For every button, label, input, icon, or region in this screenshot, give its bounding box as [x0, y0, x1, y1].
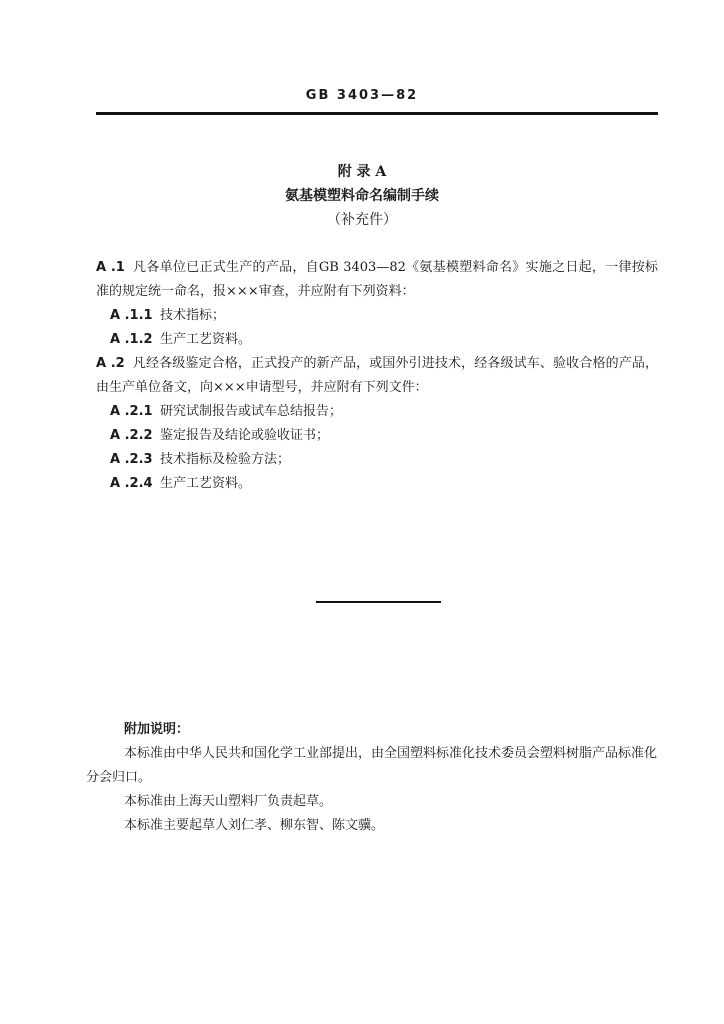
appendix-name: 氨基模塑料命名编制手续 [285, 188, 439, 204]
appendix-title: 附 录 A [337, 164, 387, 180]
appendix-note: （补充件） [327, 212, 397, 228]
additional-notes [86, 718, 658, 838]
section-text: 凡经各级鉴定合格，正式投产的新产品，或国外引进技术，经各级试车、验收合格的产品，由生产单位备文，向×××申请型号，并应附有下列文件： [96, 356, 658, 395]
header-rule [96, 112, 658, 115]
body-text [96, 256, 658, 496]
item-number: A .1.1 [110, 308, 153, 323]
section-text: 凡各单位已正式生产的产品，自GB 3403—82《氨基模塑料命名》实施之日起，一律按标准的规定统一命名，报×××审查，并应附有下列资料： [96, 260, 658, 299]
item-number: A .2.2 [110, 428, 153, 443]
title-block [0, 160, 724, 232]
item-number: A .2.4 [110, 476, 153, 491]
section-number: A .1 [96, 260, 125, 275]
list-item [96, 328, 658, 352]
section-a2 [96, 352, 658, 400]
item-text: 鉴定报告及结论或验收证书； [160, 428, 330, 443]
item-text: 生产工艺资料。 [160, 332, 252, 347]
notes-heading: 附加说明： [124, 722, 190, 737]
end-rule [316, 601, 441, 603]
notes-paragraph: 本标准主要起草人刘仁孝、柳东智、陈文骥。 [124, 818, 385, 833]
item-number: A .2.3 [110, 452, 153, 467]
list-item [96, 472, 658, 496]
notes-paragraph: 本标准由上海天山塑料厂负责起草。 [124, 794, 333, 809]
item-text: 研究试制报告或试车总结报告； [160, 404, 343, 419]
item-text: 技术指标及检验方法； [160, 452, 291, 467]
notes-paragraph: 本标准由中华人民共和国化学工业部提出，由全国塑料标准化技术委员会塑料树脂产品标准化分会归口。 [86, 746, 658, 785]
item-text: 生产工艺资料。 [160, 476, 252, 491]
list-item [96, 448, 658, 472]
item-number: A .2.1 [110, 404, 153, 419]
list-item [96, 424, 658, 448]
standard-code: GB 3403—82 [305, 88, 419, 103]
list-item [96, 400, 658, 424]
section-a1 [96, 256, 658, 304]
section-number: A .2 [96, 356, 125, 371]
list-item [96, 304, 658, 328]
item-text: 技术指标； [160, 308, 226, 323]
item-number: A .1.2 [110, 332, 153, 347]
